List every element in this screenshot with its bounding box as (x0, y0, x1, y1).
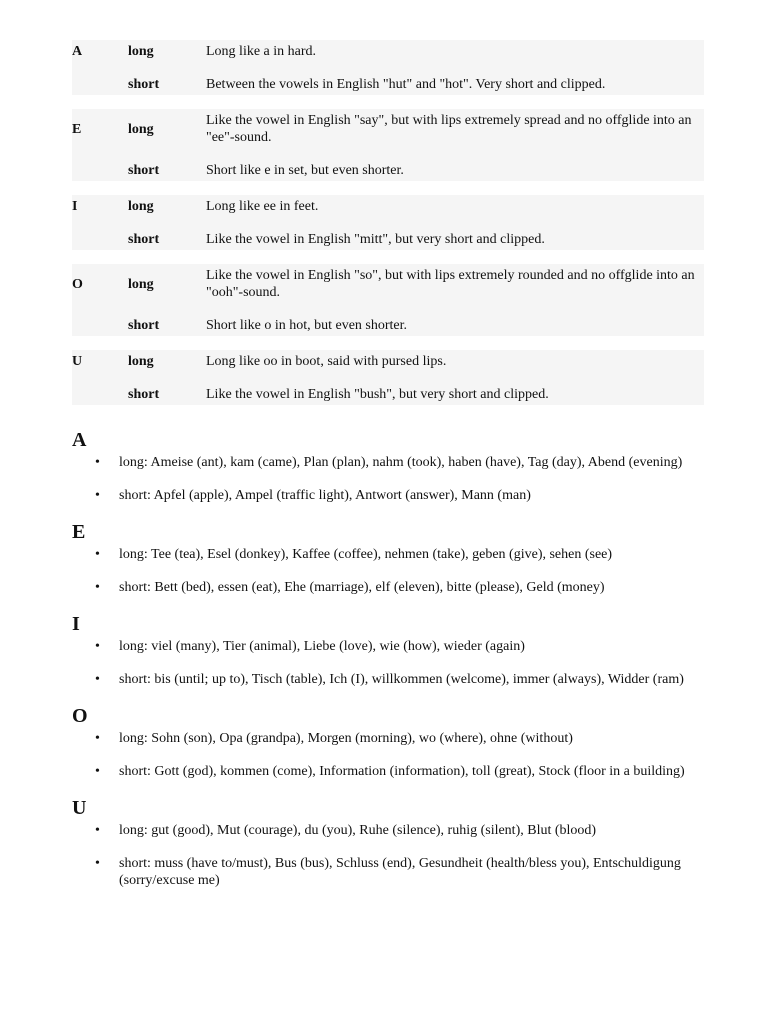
vowel-row-short (72, 162, 704, 179)
example-list-item: • short: muss (have to/must), Bus (bus), Schluss (end), Gesundheit (health/bless you), Entschuldigung (sorry/excuse me) (72, 855, 704, 889)
example-list-item: • long: gut (good), Mut (courage), du (you), Ruhe (silence), ruhig (silent), Blut (blood) (72, 822, 704, 839)
length-label: long (128, 199, 154, 214)
vowel-description: Long like oo in boot, said with pursed lips. (206, 354, 447, 369)
example-list-item: • long: Sohn (son), Opa (grandpa), Morgen (morning), wo (where), ohne (without) (72, 730, 704, 747)
length-label: short (128, 163, 160, 178)
examples-section-i (72, 612, 704, 688)
vowel-letter: E (72, 121, 82, 137)
vowel-row-long (72, 112, 704, 146)
vowel-letter: I (72, 199, 78, 214)
vowel-group-u (72, 350, 704, 405)
vowel-description: Like the vowel in English "so", but with lips extremely rounded and no offglide into an "ooh"-sound. (206, 268, 695, 300)
length-label: long (128, 354, 154, 369)
vowel-row-short (72, 231, 704, 248)
example-list-item: • long: Ameise (ant), kam (came), Plan (plan), nahm (took), haben (have), Tag (day), Abend (evening) (72, 454, 704, 471)
section-heading: A (72, 429, 87, 451)
section-heading: I (72, 613, 80, 635)
vowel-description: Short like o in hot, but even shorter. (206, 318, 408, 333)
vowel-row-short (72, 76, 704, 93)
vowel-description: Long like a in hard. (206, 44, 317, 59)
length-label: short (128, 318, 160, 333)
length-label: long (128, 121, 154, 137)
section-heading: O (72, 705, 88, 727)
length-label: long (128, 44, 154, 59)
examples-section-e (72, 520, 704, 596)
vowel-row-short (72, 386, 704, 403)
vowel-row-long (72, 198, 704, 215)
vowel-description: Short like e in set, but even shorter. (206, 163, 404, 178)
length-label: long (128, 276, 154, 292)
vowel-description: Like the vowel in English "say", but with lips extremely spread and no offglide into an "ee"-sound. (206, 113, 692, 145)
section-heading: U (72, 797, 87, 819)
vowel-letter: U (72, 354, 83, 369)
example-list-item: • short: Apfel (apple), Ampel (traffic light), Antwort (answer), Mann (man) (72, 487, 704, 504)
example-list-item: • short: Bett (bed), essen (eat), Ehe (marriage), elf (eleven), bitte (please), Geld (money) (72, 579, 704, 596)
vowel-pronunciation-table (72, 40, 704, 419)
length-label: short (128, 387, 160, 402)
vowel-letter: O (72, 276, 83, 292)
vowel-group-o (72, 264, 704, 336)
examples-section-a (72, 428, 704, 504)
vowel-group-e (72, 109, 704, 181)
vowel-group-i (72, 195, 704, 250)
example-list-item: • long: Tee (tea), Esel (donkey), Kaffee (coffee), nehmen (take), geben (give), sehen (see) (72, 546, 704, 563)
vowel-row-long (72, 267, 704, 301)
length-label: short (128, 77, 160, 92)
vowel-description: Between the vowels in English "hut" and "hot". Very short and clipped. (206, 77, 606, 92)
vowel-description: Long like ee in feet. (206, 199, 319, 214)
examples-section-u (72, 796, 704, 889)
vowel-row-long (72, 43, 704, 60)
example-list-item: • short: bis (until; up to), Tisch (table), Ich (I), willkommen (welcome), immer (always), Widder (ram) (72, 671, 704, 688)
example-list-item: • short: Gott (god), kommen (come), Information (information), toll (great), Stock (floor in a building) (72, 763, 704, 780)
vowel-description: Like the vowel in English "bush", but very short and clipped. (206, 387, 549, 402)
vowel-row-long (72, 353, 704, 370)
example-list-item: • long: viel (many), Tier (animal), Liebe (love), wie (how), wieder (again) (72, 638, 704, 655)
vowel-group-a (72, 40, 704, 95)
length-label: short (128, 232, 160, 247)
vowel-description: Like the vowel in English "mitt", but very short and clipped. (206, 232, 545, 247)
vowel-row-short (72, 317, 704, 334)
vowel-examples (72, 428, 704, 905)
section-heading: E (72, 521, 86, 543)
examples-section-o (72, 704, 704, 780)
vowel-letter: A (72, 44, 83, 59)
